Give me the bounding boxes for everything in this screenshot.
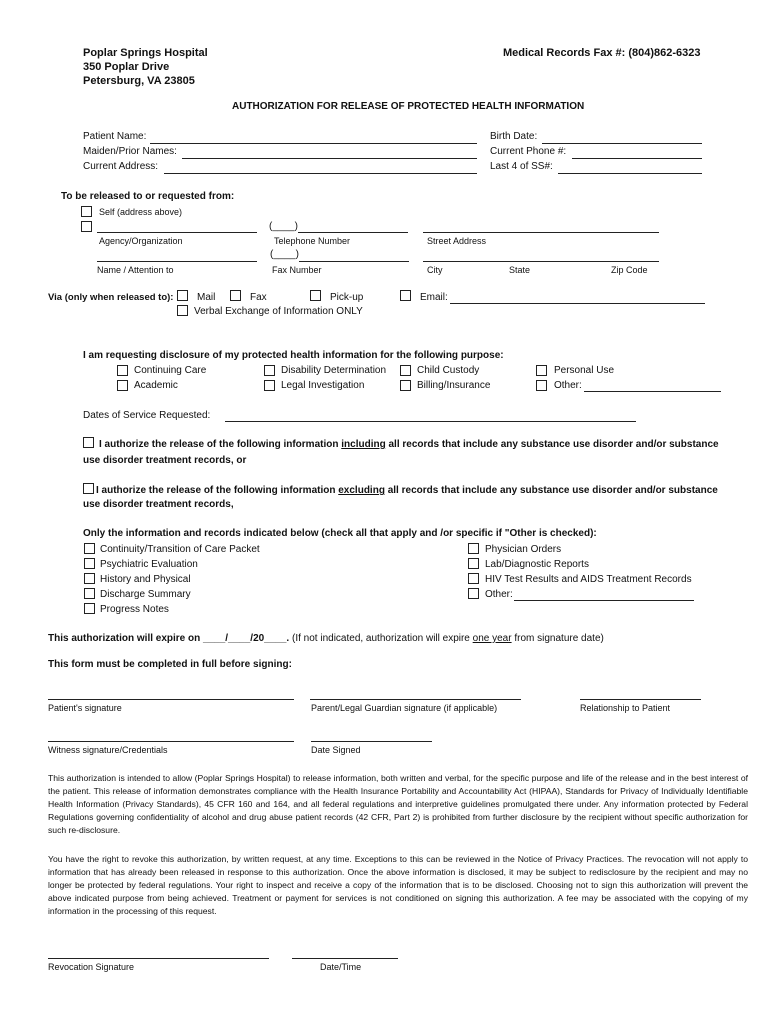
hiv-results-label: HIV Test Results and AIDS Treatment Records — [485, 574, 692, 585]
patient-name-label: Patient Name: — [83, 131, 147, 142]
agency-checkbox[interactable] — [81, 221, 92, 232]
fax-number: Medical Records Fax #: (804)862-6323 — [503, 47, 701, 59]
lab-reports-checkbox[interactable] — [468, 558, 479, 569]
street-address-field[interactable] — [423, 232, 659, 233]
fax-number-field[interactable] — [299, 261, 409, 262]
birth-date-field[interactable] — [542, 143, 702, 144]
pickup-label: Pick-up — [330, 292, 364, 303]
mail-label: Mail — [197, 292, 216, 303]
current-address-field[interactable] — [164, 173, 477, 174]
including-statement-line2: use disorder treatment records, or — [83, 455, 247, 466]
current-address-label: Current Address: — [83, 161, 159, 172]
current-phone-field[interactable] — [572, 158, 702, 159]
complete-note: This form must be completed in full before signing: — [48, 659, 292, 670]
including-statement: I authorize the release of the following information including all records that include any substance use disorder and/or substance — [99, 439, 719, 450]
legal-checkbox[interactable] — [264, 380, 275, 391]
verbal-label: Verbal Exchange of Information ONLY — [194, 306, 363, 317]
zip-code-label: Zip Code — [611, 265, 648, 275]
ssn-label: Last 4 of SS#: — [490, 161, 553, 172]
witness-signature-label: Witness signature/Credentials — [48, 745, 168, 755]
attention-label: Name / Attention to — [97, 265, 174, 275]
birth-date-label: Birth Date: — [490, 131, 538, 142]
email-checkbox[interactable] — [400, 290, 411, 301]
self-label: Self (address above) — [99, 207, 183, 217]
telephone-label: Telephone Number — [274, 236, 351, 246]
academic-label: Academic — [134, 380, 178, 391]
hospital-address-line1: 350 Poplar Drive — [83, 61, 170, 73]
hospital-name: Poplar Springs Hospital — [83, 47, 208, 59]
relationship-field[interactable] — [580, 699, 701, 700]
street-address-label: Street Address — [427, 236, 487, 246]
legal-label: Legal Investigation — [281, 380, 365, 391]
revocation-paragraph: You have the right to revoke this authorization, by written request, at any time. Exceptions to this can be reviewed in the Notice of Privacy Practices. The revocation will not apply to information that has already been released in response to this authorization. Once the above information is disclosed, it may be subject to redisclosure by the recipient and may no longer be protected by federal regulations. Your right to inspect and receive a copy of the information that is to be disclosed. Choosing not to sign this authorization will prevent the above indicated purpose from being achieved. Treatment or payment for services is not conditioned on signing this authorization. A fee may be associated with the copying of my information in the processing of this request. — [48, 854, 748, 916]
records-other-label: Other: — [485, 589, 513, 600]
verbal-checkbox[interactable] — [177, 305, 188, 316]
release-heading: To be released to or requested from: — [61, 191, 235, 202]
continuing-care-label: Continuing Care — [134, 365, 207, 376]
maiden-names-label: Maiden/Prior Names: — [83, 146, 177, 157]
continuity-packet-checkbox[interactable] — [84, 543, 95, 554]
personal-use-checkbox[interactable] — [536, 365, 547, 376]
history-physical-checkbox[interactable] — [84, 573, 95, 584]
city-state-zip-field[interactable] — [423, 261, 659, 262]
patient-signature-label: Patient's signature — [48, 703, 122, 713]
child-custody-checkbox[interactable] — [400, 365, 411, 376]
guardian-signature-field[interactable] — [310, 699, 521, 700]
hospital-address-line2: Petersburg, VA 23805 — [83, 75, 195, 87]
revocation-signature-label: Revocation Signature — [48, 962, 135, 972]
purpose-heading: I am requesting disclosure of my protected health information for the following purpose: — [83, 350, 504, 361]
patient-name-field[interactable] — [150, 143, 477, 144]
witness-signature-field[interactable] — [48, 741, 294, 742]
academic-checkbox[interactable] — [117, 380, 128, 391]
discharge-summary-label: Discharge Summary — [100, 589, 191, 600]
email-field[interactable] — [450, 303, 705, 304]
purpose-other-label: Other: — [554, 380, 582, 391]
excluding-checkbox[interactable] — [83, 483, 94, 494]
records-other-checkbox[interactable] — [468, 588, 479, 599]
purpose-other-field[interactable] — [584, 391, 721, 392]
date-signed-label: Date Signed — [311, 745, 361, 755]
city-label: City — [427, 265, 443, 275]
email-label: Email: — [420, 292, 448, 303]
progress-notes-checkbox[interactable] — [84, 603, 95, 614]
lab-reports-label: Lab/Diagnostic Reports — [485, 559, 589, 570]
privacy-paragraph: This authorization is intended to allow (Poplar Springs Hospital) to release information, both written and verbal, for the specific purpose and life of the release and in the best interest of the patient. This release of information demonstrates compliance with the Health Insurance Portability and Accountability Act (HIPAA), Standards for Privacy of Individually Identifiable Health Information (Privacy Standards), 45 CFR 160 and 164, and all federal regulations and interpretive guidelines promulgated there under. Any information protected by Federal Regulations governing confidentiality of alcohol and drug abuse patient records (42 CFR, Part 2) is prohibited from further disclosure by the recipient without specific authorization for such re-disclosure. — [48, 773, 748, 835]
self-checkbox[interactable] — [81, 206, 92, 217]
continuing-care-checkbox[interactable] — [117, 365, 128, 376]
via-label: Via (only when released to): — [48, 292, 174, 303]
including-checkbox[interactable] — [83, 437, 94, 448]
state-label: State — [509, 265, 531, 275]
excluding-statement-line2: use disorder treatment records, — [83, 499, 234, 510]
fax-area-code: (____) — [270, 249, 299, 260]
expiration-statement: This authorization will expire on ____/____/20____. (If not indicated, authorization will expire one year from signature date) — [48, 633, 604, 644]
telephone-field[interactable] — [298, 232, 408, 233]
fax-label: Fax — [250, 292, 267, 303]
form-title: AUTHORIZATION FOR RELEASE OF PROTECTED HEALTH INFORMATION — [232, 101, 585, 112]
dates-of-service-label: Dates of Service Requested: — [83, 410, 211, 421]
fax-checkbox[interactable] — [230, 290, 241, 301]
purpose-other-checkbox[interactable] — [536, 380, 547, 391]
agency-label: Agency/Organization — [99, 236, 183, 246]
records-other-field[interactable] — [514, 600, 694, 601]
date-signed-field[interactable] — [311, 741, 432, 742]
billing-label: Billing/Insurance — [417, 380, 491, 391]
physician-orders-checkbox[interactable] — [468, 543, 479, 554]
guardian-signature-label: Parent/Legal Guardian signature (if applicable) — [311, 703, 498, 713]
patient-signature-field[interactable] — [48, 699, 294, 700]
dates-of-service-field[interactable] — [225, 421, 636, 422]
maiden-names-field[interactable] — [182, 158, 477, 159]
physician-orders-label: Physician Orders — [485, 544, 562, 555]
relationship-label: Relationship to Patient — [580, 703, 671, 713]
child-custody-label: Child Custody — [417, 365, 480, 376]
continuity-packet-label: Continuity/Transition of Care Packet — [100, 544, 260, 555]
revocation-date-label: Date/Time — [320, 962, 362, 972]
excluding-statement: I authorize the release of the following information excluding all records that include any substance use disorder and/or substance — [96, 485, 718, 496]
revocation-signature-field[interactable] — [48, 958, 269, 959]
billing-checkbox[interactable] — [400, 380, 411, 391]
current-phone-label: Current Phone #: — [490, 146, 567, 157]
fax-number-label: Fax Number — [272, 265, 322, 275]
psychiatric-evaluation-label: Psychiatric Evaluation — [100, 559, 198, 570]
disability-label: Disability Determination — [281, 365, 387, 376]
agency-field[interactable] — [97, 232, 257, 233]
progress-notes-label: Progress Notes — [100, 604, 169, 615]
attention-field[interactable] — [97, 261, 257, 262]
discharge-summary-checkbox[interactable] — [84, 588, 95, 599]
telephone-area-code: (____) — [269, 221, 298, 232]
hiv-results-checkbox[interactable] — [468, 573, 479, 584]
disability-checkbox[interactable] — [264, 365, 275, 376]
revocation-date-field[interactable] — [292, 958, 398, 959]
psychiatric-evaluation-checkbox[interactable] — [84, 558, 95, 569]
pickup-checkbox[interactable] — [310, 290, 321, 301]
personal-use-label: Personal Use — [554, 365, 615, 376]
records-heading: Only the information and records indicated below (check all that apply and /or specific if "Other is checked): — [83, 528, 597, 539]
ssn-field[interactable] — [558, 173, 702, 174]
history-physical-label: History and Physical — [100, 574, 191, 585]
mail-checkbox[interactable] — [177, 290, 188, 301]
